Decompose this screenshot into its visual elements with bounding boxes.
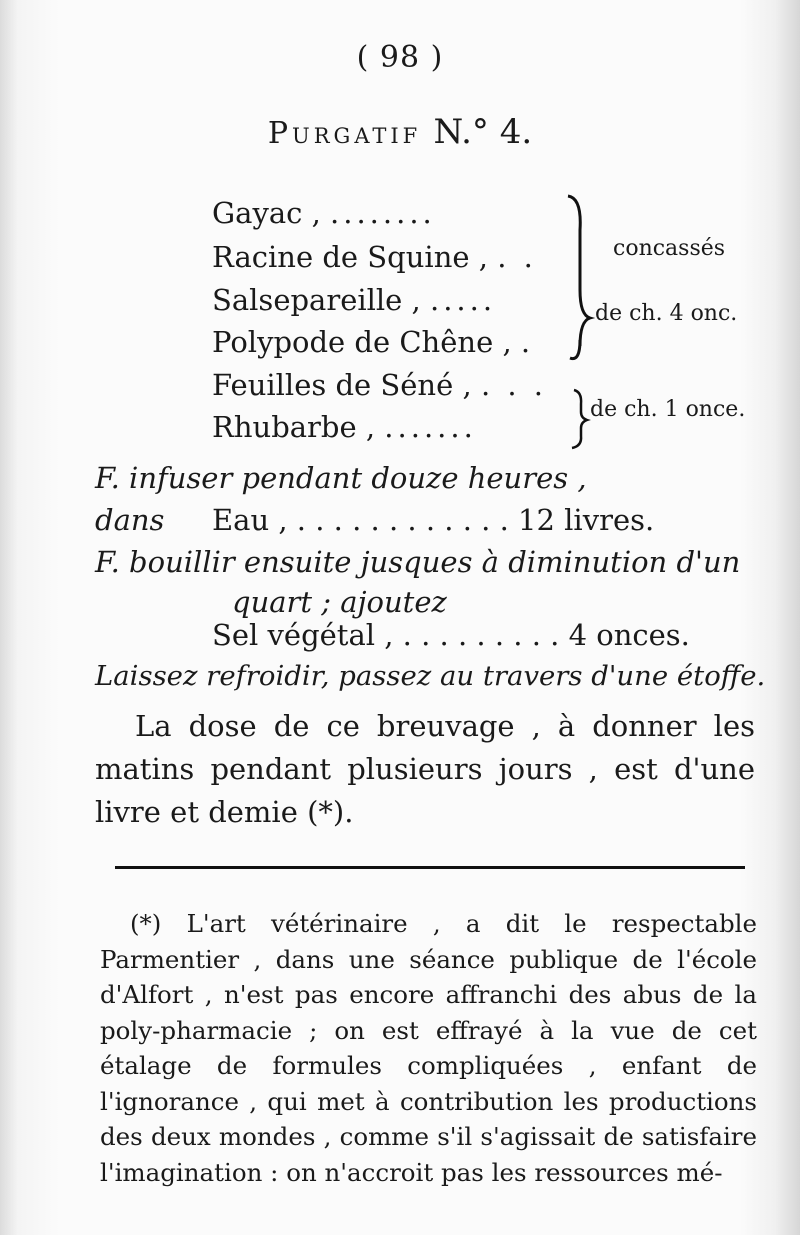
ingredient-dots: . . (497, 240, 537, 274)
instruction-infuse: F. infuser pendant douze heures , (95, 461, 587, 495)
instruction-cool: Laissez refroidir, passez au travers d'une étoffe. (95, 660, 766, 692)
ingredient-name: Salsepareille , (212, 283, 421, 317)
ingredient-dots: . (520, 325, 535, 359)
group-note-crushed: concassés (613, 236, 726, 261)
footnote: (*) L'art vétérinaire , a dit le respectable Parmentier , dans une séance publique de l'école d'Alfort , n'est pas encore affranchi des abus de la poly-pharmacie ; on est effrayé à la vue de cet étalage de formules compliquées , enfant de l'ignorance , qui met à contribution les productions des deux mondes , comme s'il s'agissait de satisfaire l'imagination : on n'accroit pas les ressources mé- (100, 909, 757, 1187)
salt-line: Sel végétal , . . . . . . . . . 4 onces. (212, 618, 690, 652)
group-note-dose-2: de ch. 1 once. (590, 397, 746, 422)
ingredient-name: Racine de Squine , (212, 240, 488, 274)
ingredient-row (212, 240, 537, 274)
ingredient-name: Feuilles de Séné , (212, 368, 472, 402)
ingredient-dots: ..... (430, 283, 497, 317)
title-word: Purgatif (267, 116, 422, 151)
page-number: ( 98 ) (356, 40, 444, 75)
ingredient-row (212, 325, 534, 359)
ingredient-row (212, 196, 436, 230)
group-note-dose-1: de ch. 4 onc. (595, 301, 738, 326)
ingredient-name: Gayac , (212, 196, 321, 230)
ingredient-dots: ........ (330, 196, 436, 230)
ingredient-name: Rhubarbe , (212, 410, 376, 444)
ingredient-row (212, 410, 477, 444)
ingredient-name: Polypode de Chêne , (212, 325, 512, 359)
instruction-boil-1: F. bouillir ensuite jusques à diminution d'un (95, 545, 741, 579)
ingredient-dots: ....... (384, 410, 477, 444)
footnote-rule (115, 866, 745, 869)
dose-paragraph: La dose de ce breuvage , à donner les matins pendant plusieurs jours , est d'une livre et demie (*). (95, 709, 755, 829)
water-line: Eau , . . . . . . . . . . . . 12 livres. (212, 503, 655, 537)
ingredient-row (212, 368, 547, 402)
ingredient-row (212, 283, 496, 317)
instruction-dans: dans (95, 503, 165, 537)
title-number: N.° 4. (433, 112, 533, 152)
recipe-title (0, 112, 800, 152)
instruction-boil-2: quart ; ajoutez (232, 585, 447, 619)
ingredient-dots: . . . (480, 368, 548, 402)
